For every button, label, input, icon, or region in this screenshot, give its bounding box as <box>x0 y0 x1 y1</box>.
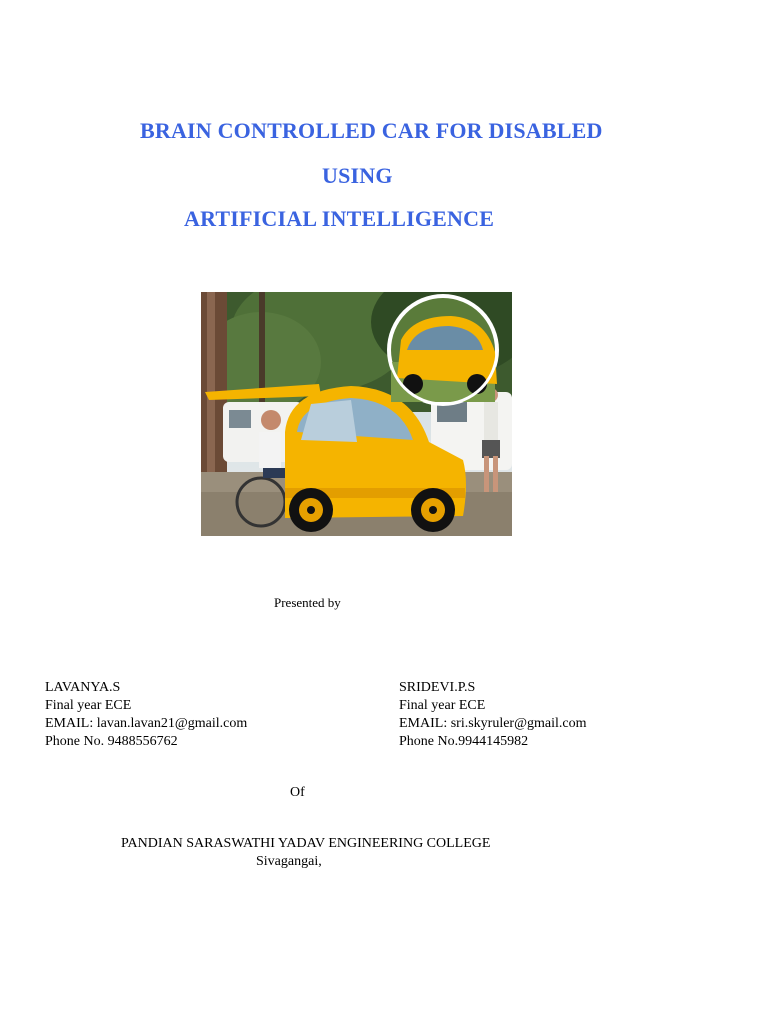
title-line-2: USING <box>322 163 393 188</box>
author-year: Final year ECE <box>399 698 486 713</box>
author-left <box>45 679 247 751</box>
author-phone: Phone No. 9488556762 <box>45 734 178 749</box>
author-year: Final year ECE <box>45 698 132 713</box>
author-email: EMAIL: lavan.lavan21@gmail.com <box>45 716 248 731</box>
title-line-3: ARTIFICIAL INTELLIGENCE <box>184 206 495 231</box>
title-line-1: BRAIN CONTROLLED CAR FOR DISABLED <box>140 118 603 143</box>
of-label: Of <box>290 785 305 800</box>
author-right <box>399 679 586 751</box>
author-phone: Phone No.9944145982 <box>399 734 529 749</box>
presented-by-label: Presented by <box>274 595 341 610</box>
author-email: EMAIL: sri.skyruler@gmail.com <box>399 716 587 731</box>
college-place: Sivagangai, <box>256 854 322 869</box>
car-photo <box>201 292 512 536</box>
college-name: PANDIAN SARASWATHI YADAV ENGINEERING COLLEGE <box>121 836 491 851</box>
author-name: LAVANYA.S <box>45 680 121 695</box>
author-name: SRIDEVI.P.S <box>399 680 476 695</box>
